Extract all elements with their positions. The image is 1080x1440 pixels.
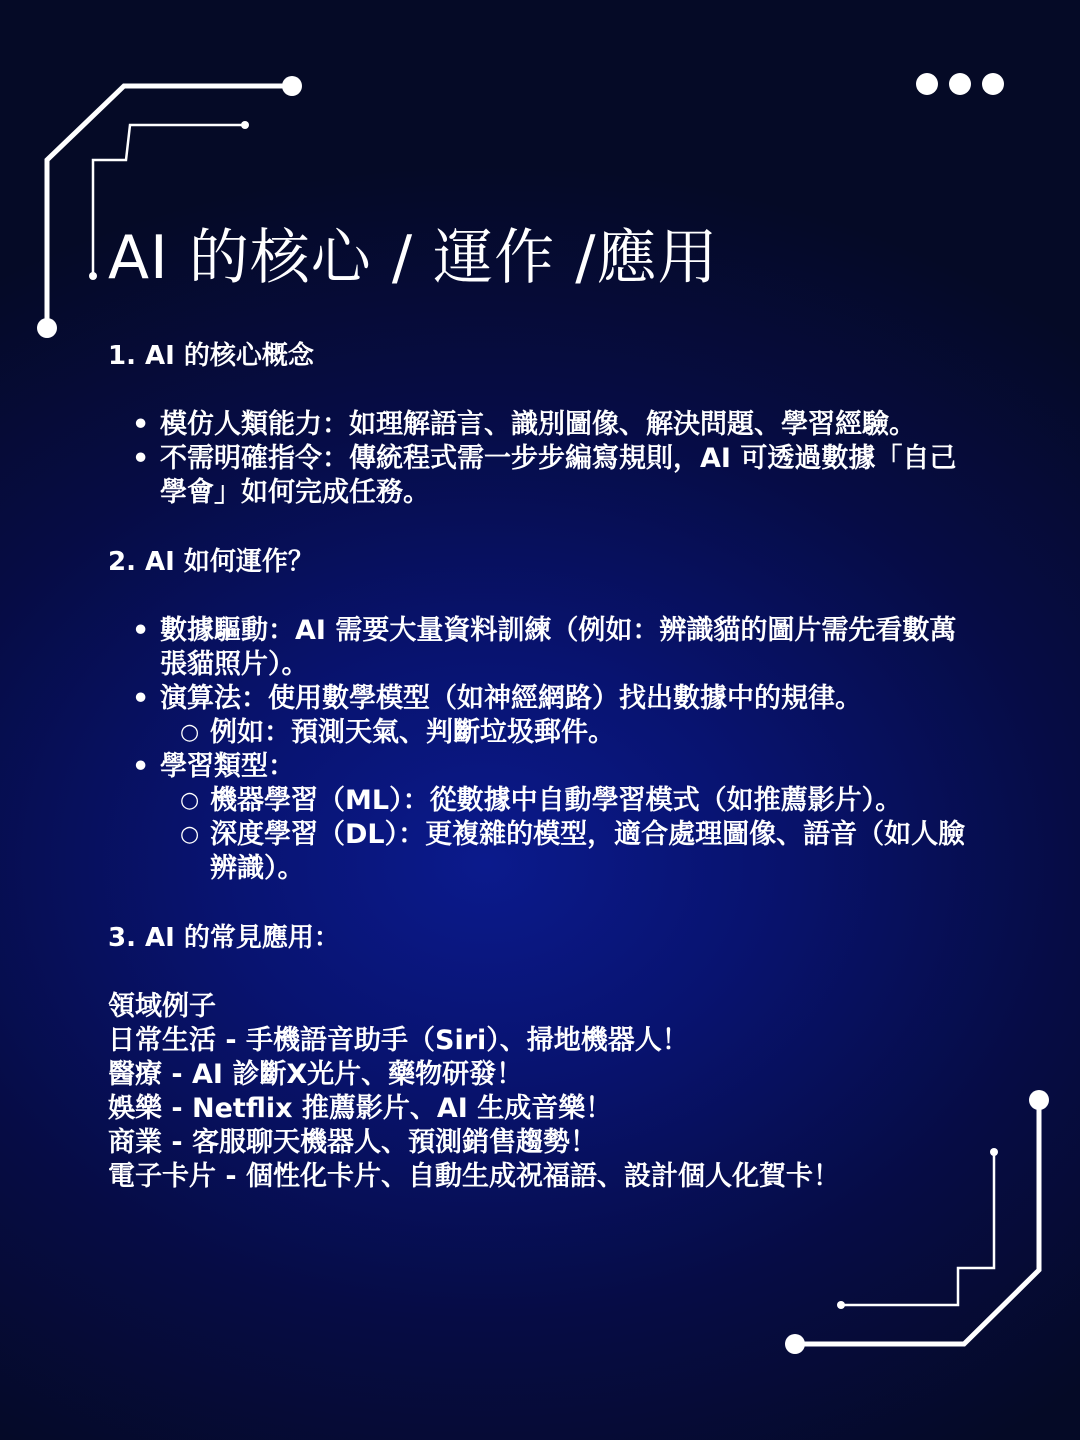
circuit-node <box>37 318 57 338</box>
circuit-node <box>1029 1090 1049 1110</box>
applications-row: 商業 - 客服聊天機器人、預測銷售趨勢！ <box>108 1127 598 1158</box>
circuit-node <box>241 121 249 129</box>
applications-row: 電子卡片 - 個性化卡片、自動生成祝福語、設計個人化賀卡！ <box>108 1161 841 1192</box>
list-item-text: 數據驅動：AI 需要大量資料訓練（例如：辨識貓的圖片需先看數萬張貓照片）。 <box>160 615 957 680</box>
circuit-node <box>990 1148 998 1156</box>
list-item <box>108 408 968 442</box>
bullet-icon: • <box>132 615 150 646</box>
dot <box>982 73 1004 95</box>
applications-table-header: 領域例子 <box>108 991 216 1022</box>
list-item-text: 不需明確指令：傳統程式需一步步編寫規則，AI 可透過數據「自己學會」如何完成任務。 <box>160 443 957 508</box>
section-heading-core-concepts: 1. AI 的核心概念 <box>108 341 314 371</box>
circuit-node <box>282 76 302 96</box>
how-it-works-list <box>108 614 968 886</box>
sub-list-item <box>108 784 968 818</box>
circuit-node <box>785 1334 805 1354</box>
bullet-icon: • <box>132 443 150 474</box>
hollow-bullet-icon: ○ <box>180 720 200 745</box>
core-concepts-list <box>108 408 968 510</box>
list-item <box>108 614 968 682</box>
list-item <box>108 682 968 716</box>
page-title: AI 的核心 / 運作 /應用 <box>108 223 719 293</box>
hollow-bullet-icon: ○ <box>180 822 200 847</box>
applications-row: 日常生活 - 手機語音助手（Siri）、掃地機器人！ <box>108 1025 689 1056</box>
section-heading-how-it-works: 2. AI 如何運作？ <box>108 547 314 577</box>
bullet-icon: • <box>132 683 150 714</box>
bullet-icon: • <box>132 751 150 782</box>
three-dots-icon <box>916 73 1004 95</box>
sub-list-item-text: 例如：預測天氣、判斷垃圾郵件。 <box>210 717 615 748</box>
list-item-text: 學習類型： <box>160 751 295 782</box>
sub-list-item <box>108 818 968 886</box>
circuit-node <box>837 1301 845 1309</box>
applications-row: 娛樂 - Netflix 推薦影片、AI 生成音樂！ <box>108 1093 613 1124</box>
section-heading-applications: 3. AI 的常見應用： <box>108 923 340 953</box>
bullet-icon: • <box>132 409 150 440</box>
list-item <box>108 750 968 784</box>
sub-list-item-text: 機器學習（ML）：從數據中自動學習模式（如推薦影片）。 <box>210 785 903 816</box>
sub-list-item <box>108 716 968 750</box>
hollow-bullet-icon: ○ <box>180 788 200 813</box>
applications-table <box>108 990 968 1194</box>
dot <box>916 73 938 95</box>
dot <box>949 73 971 95</box>
circuit-node <box>89 272 97 280</box>
applications-row: 醫療 - AI 診斷X光片、藥物研發！ <box>108 1059 524 1090</box>
sub-list-item-text: 深度學習（DL）：更複雜的模型，適合處理圖像、語音（如人臉辨識）。 <box>210 819 966 884</box>
list-item-text: 模仿人類能力：如理解語言、識別圖像、解決問題、學習經驗。 <box>160 409 916 440</box>
main-content <box>108 338 968 1194</box>
list-item-text: 演算法：使用數學模型（如神經網路）找出數據中的規律。 <box>160 683 862 714</box>
list-item <box>108 442 968 510</box>
